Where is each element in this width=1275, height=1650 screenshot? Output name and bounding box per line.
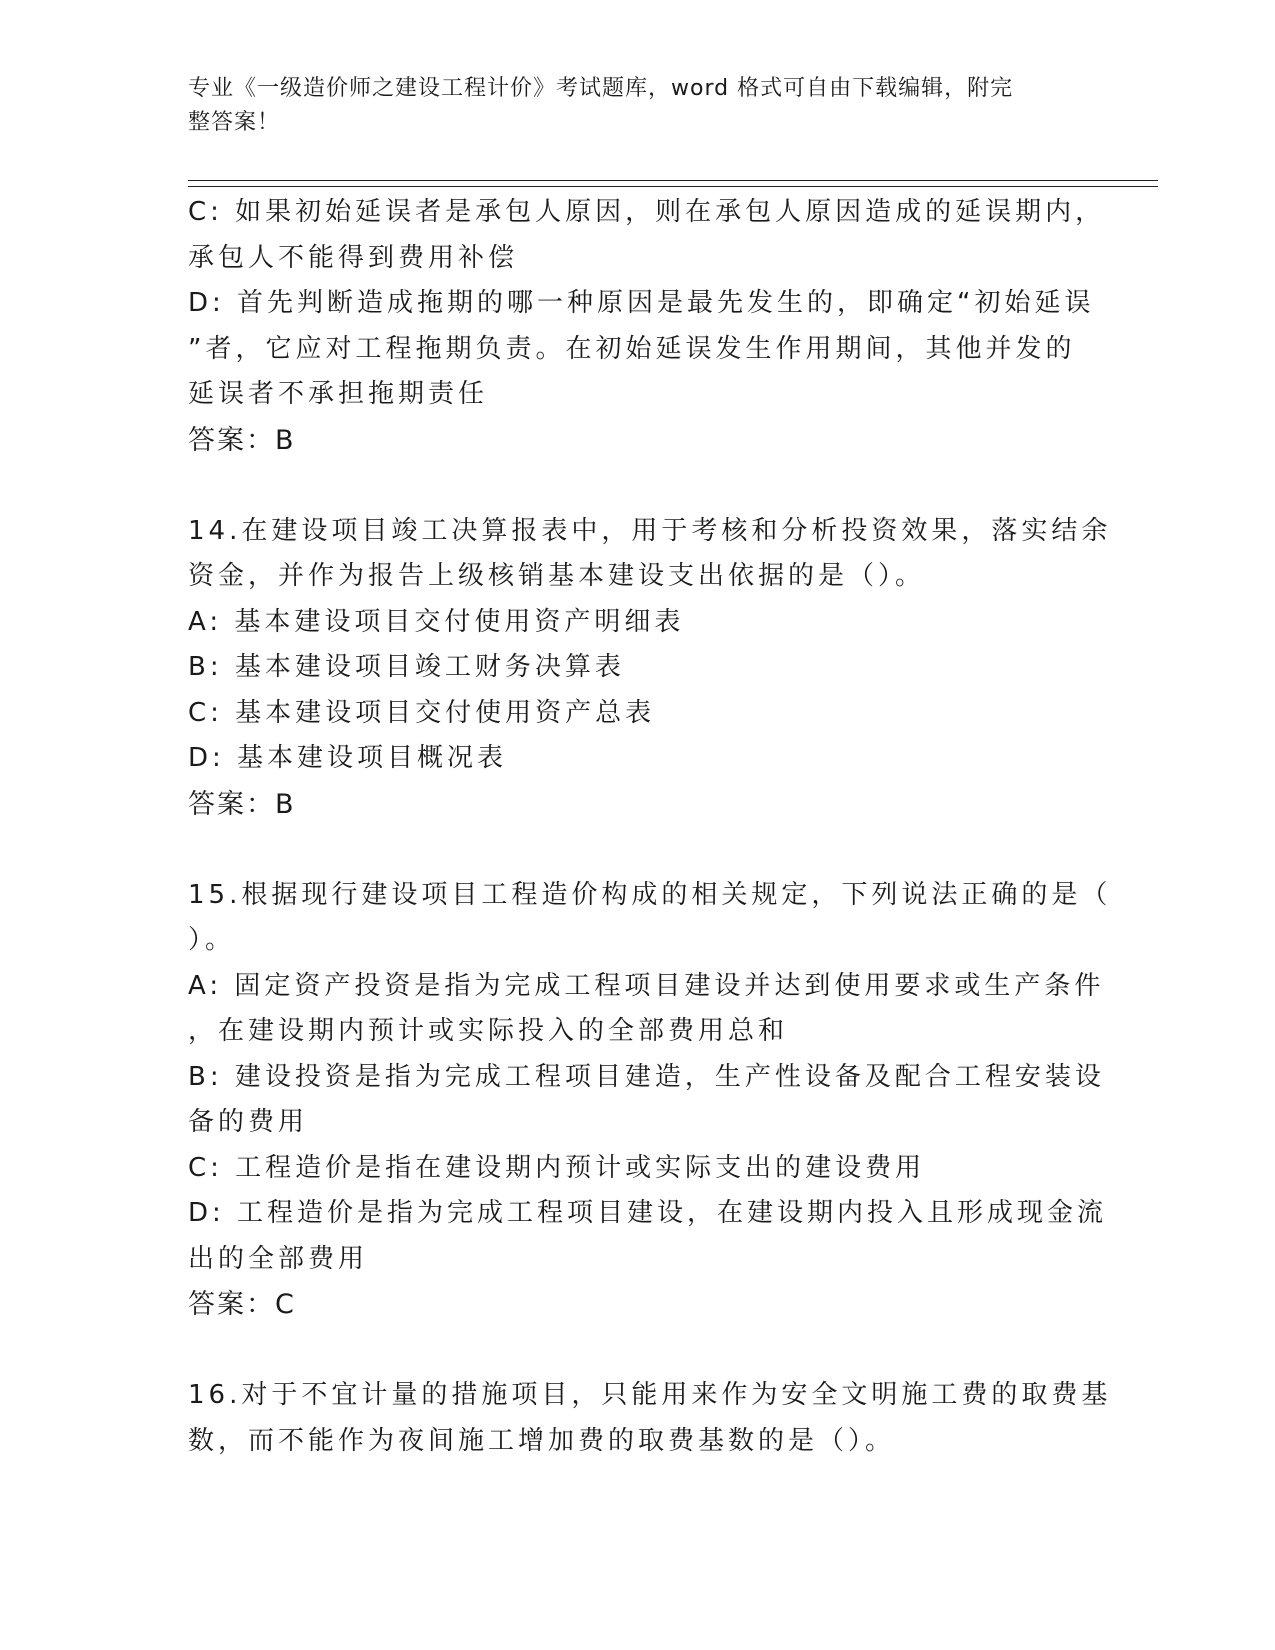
option-c: C: 工程造价是指在建设期内预计或实际支出的建设费用: [188, 1152, 926, 1183]
option-d-line-2: 出的全部费用: [188, 1243, 369, 1274]
question-stem-line-1: 15.根据现行建设项目工程造价构成的相关规定，下列说法正确的是（: [188, 879, 1112, 910]
spacer: [188, 1328, 1088, 1374]
document-body: [188, 190, 1112, 1464]
option-d-line-2: ”者，它应对工程拖期负责。在初始延误发生作用期间，其他并发的: [188, 333, 1076, 364]
header-divider-top: [188, 180, 1158, 181]
header-line-1: 专业《一级造价师之建设工程计价》考试题库，word 格式可自由下载编辑，附完: [188, 76, 1014, 101]
question-14: [188, 509, 1112, 828]
option-c: C: 基本建设项目交付使用资产总表: [188, 697, 656, 728]
option-d-line-1: D: 首先判断造成拖期的哪一种原因是最先发生的，即确定“初始延误: [188, 288, 1095, 318]
question-stem-line-1: 14.在建设项目竣工决算报表中，用于考核和分析投资效果，落实结余: [188, 515, 1112, 546]
header-line-2: 整答案！: [188, 110, 281, 135]
spacer: [188, 463, 1088, 509]
option-a: A: 基本建设项目交付使用资产明细表: [188, 606, 685, 637]
option-b-line-1: B: 建设投资是指为完成工程项目建造，生产性设备及配合工程安装设: [188, 1061, 1105, 1092]
option-a-line-1: A: 固定资产投资是指为完成工程项目建设并达到使用要求或生产条件: [188, 970, 1105, 1001]
question-stem-line-2: ）。: [188, 925, 236, 955]
question-stem-line-2: 资金，并作为报告上级核销基本建设支出依据的是（）。: [188, 561, 926, 591]
option-c-line-1: C: 如果初始延误者是承包人原因，则在承包人原因造成的延误期内，: [188, 197, 1106, 227]
question-stem-line-1: 16.对于不宜计量的措施项目，只能用来作为安全文明施工费的取费基: [188, 1380, 1112, 1410]
question-13-continued: [188, 190, 1106, 463]
answer-label: 答案：B: [188, 788, 296, 820]
option-b-line-2: 备的费用: [188, 1107, 309, 1137]
header-divider-bottom: [188, 186, 1158, 187]
answer-label: 答案：C: [188, 1289, 296, 1320]
option-d-line-3: 延误者不承担拖期责任: [188, 379, 489, 409]
option-c-line-2: 承包人不能得到费用补偿: [188, 242, 519, 273]
question-16: [188, 1373, 1112, 1464]
answer-label: 答案：B: [188, 424, 296, 456]
spacer: [188, 827, 1088, 873]
page-header: [188, 72, 1068, 140]
option-a-line-2: ，在建设期内预计或实际投入的全部费用总和: [188, 1016, 789, 1046]
question-15: [188, 873, 1112, 1328]
option-b: B: 基本建设项目竣工财务决算表: [188, 652, 625, 682]
question-stem-line-2: 数，而不能作为夜间施工增加费的取费基数的是（）。: [188, 1425, 896, 1456]
option-d-line-1: D: 工程造价是指为完成工程项目建设，在建设期内投入且形成现金流: [188, 1198, 1108, 1228]
option-d: D: 基本建设项目概况表: [188, 743, 508, 773]
